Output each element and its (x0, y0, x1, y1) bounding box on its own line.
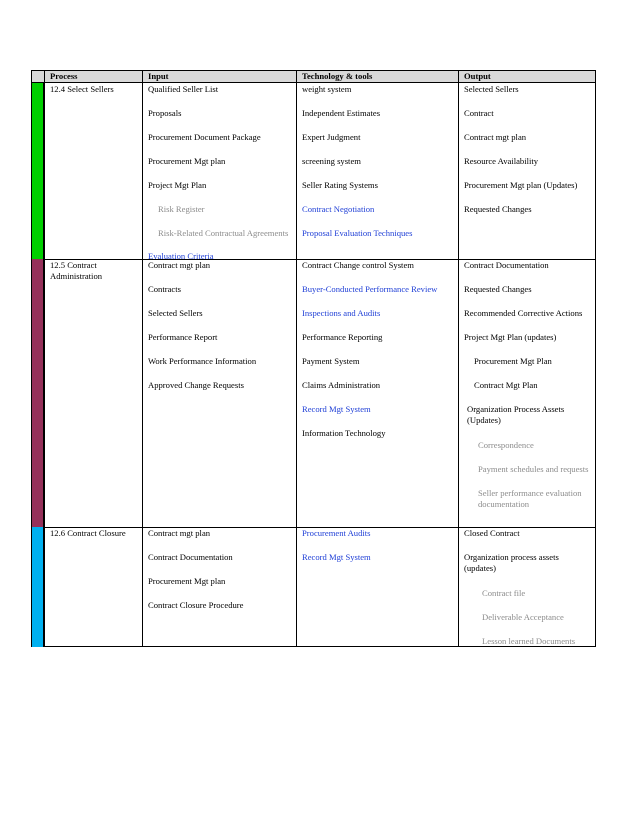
input-item: Proposals (148, 108, 182, 118)
tech-item: Independent Estimates (302, 108, 381, 118)
output-item: Procurement Mgt Plan (474, 356, 552, 366)
tech-item: screening system (302, 156, 361, 166)
input-item: Contract mgt plan (148, 260, 211, 270)
output-item: Lesson learned Documents (482, 636, 576, 646)
tech-item: Payment System (302, 356, 360, 366)
tech-item: Proposal Evaluation Techniques (302, 228, 413, 238)
input-item: Performance Report (148, 332, 218, 342)
tech-item: Claims Administration (302, 380, 381, 390)
process-table (31, 70, 596, 647)
output-item: Contract mgt plan (464, 132, 527, 142)
output-item: Payment schedules and requests (478, 464, 589, 474)
header-process: Process (50, 71, 78, 81)
tech-item: Record Mgt System (302, 552, 371, 562)
input-item: Qualified Seller List (148, 84, 219, 94)
output-item: Organization Process Assets (Updates) (467, 404, 565, 425)
process-name: 12.5 Contract Administration (50, 260, 103, 281)
header-output: Output (464, 71, 491, 81)
input-item: Risk Register (158, 204, 205, 214)
output-item: Contract Mgt Plan (474, 380, 538, 390)
tech-item: Record Mgt System (302, 404, 371, 414)
tech-item: Contract Change control System (302, 260, 414, 270)
tech-item: Procurement Audits (302, 528, 371, 538)
color-band-contract-administration (32, 259, 44, 527)
output-item: Organization process assets (updates) (464, 552, 559, 573)
input-item: Approved Change Requests (148, 380, 244, 390)
process-name: 12.4 Select Sellers (50, 84, 114, 94)
input-item: Procurement Mgt plan (148, 576, 226, 586)
input-item: Procurement Mgt plan (148, 156, 226, 166)
column-divider (142, 71, 143, 646)
output-item: Project Mgt Plan (updates) (464, 332, 557, 342)
output-item: Closed Contract (464, 528, 520, 538)
output-item: Selected Sellers (464, 84, 519, 94)
tech-item: Contract Negotiation (302, 204, 375, 214)
tech-item: Information Technology (302, 428, 386, 438)
input-item: Contract Documentation (148, 552, 233, 562)
output-item: Contract Documentation (464, 260, 549, 270)
header-input: Input (148, 71, 169, 81)
tech-item: Expert Judgment (302, 132, 361, 142)
output-item: Recommended Corrective Actions (464, 308, 583, 318)
input-item: Risk-Related Contractual Agreements (158, 228, 289, 238)
column-divider (458, 71, 459, 646)
input-item: Project Mgt Plan (148, 180, 207, 190)
output-item: Procurement Mgt plan (Updates) (464, 180, 578, 190)
input-item: Contracts (148, 284, 181, 294)
table-header (32, 71, 595, 83)
output-item: Requested Changes (464, 284, 532, 294)
output-item: Resource Availability (464, 156, 539, 166)
tech-item: Inspections and Audits (302, 308, 381, 318)
input-item: Evaluation Criteria (148, 251, 214, 261)
tech-item: Buyer-Conducted Performance Review (302, 284, 438, 294)
column-divider (44, 71, 45, 646)
tech-item: weight system (302, 84, 352, 94)
output-item: Correspondence (478, 440, 534, 450)
output-item: Requested Changes (464, 204, 532, 214)
output-item: Contract file (482, 588, 526, 598)
column-divider (296, 71, 297, 646)
color-band-contract-closure (32, 527, 44, 647)
header-tech: Technology & tools (302, 71, 373, 81)
output-item: Contract (464, 108, 494, 118)
tech-item: Seller Rating Systems (302, 180, 378, 190)
output-item: Seller performance evaluation documentation (478, 488, 582, 509)
output-item: Deliverable Acceptance (482, 612, 564, 622)
input-item: Contract Closure Procedure (148, 600, 244, 610)
input-item: Procurement Document Package (148, 132, 261, 142)
input-item: Work Performance Information (148, 356, 257, 366)
input-item: Contract mgt plan (148, 528, 211, 538)
input-item: Selected Sellers (148, 308, 203, 318)
process-name: 12.6 Contract Closure (50, 528, 126, 538)
tech-item: Performance Reporting (302, 332, 383, 342)
color-band-select-sellers (32, 83, 44, 259)
